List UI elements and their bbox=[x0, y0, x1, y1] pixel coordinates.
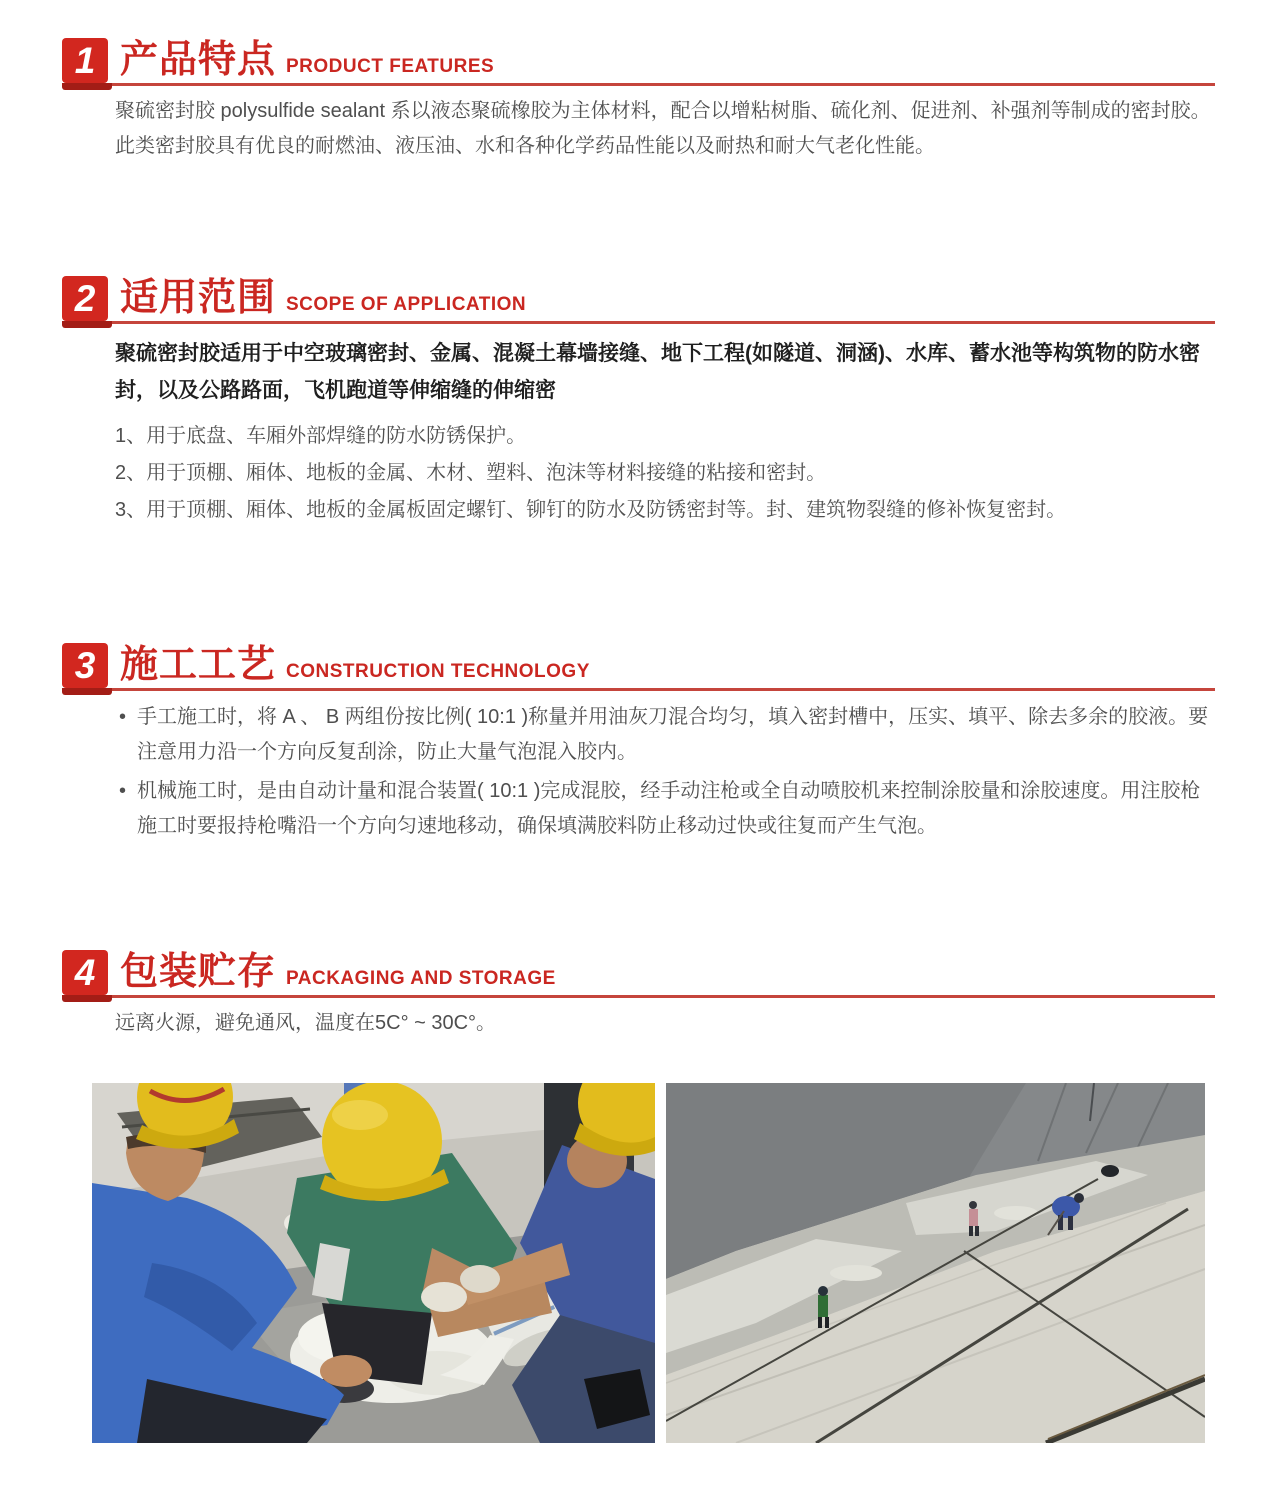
section-construction-technology bbox=[62, 643, 1215, 848]
section-1-number-badge bbox=[62, 38, 108, 83]
section-4-title-en: PACKAGING AND STORAGE bbox=[286, 968, 556, 989]
scope-lead-paragraph: 聚硫密封胶适用于中空玻璃密封、金属、混凝土幕墙接缝、地下工程(如隧道、洞涵)、水库、蓄水池等构筑物的防水密封，以及公路路面，飞机跑道等伸缩缝的伸缩密 bbox=[115, 342, 1200, 402]
section-1-title-zh: 产品特点 bbox=[120, 39, 277, 81]
section-1-body bbox=[62, 94, 1215, 164]
section-2-number: 2 bbox=[74, 277, 96, 319]
section-4-number-badge bbox=[62, 950, 108, 995]
section-3-header bbox=[62, 643, 1215, 691]
section-1-title-en: PRODUCT FEATURES bbox=[286, 56, 495, 77]
section-scope-of-application bbox=[62, 276, 1215, 530]
section-3-body bbox=[62, 700, 1215, 844]
application-list-item: 2、用于顶棚、厢体、地板的金属、木材、塑料、泡沫等材料接缝的粘接和密封。 bbox=[115, 462, 827, 484]
application-list bbox=[115, 419, 1213, 527]
section-3-title-zh: 施工工艺 bbox=[120, 644, 277, 686]
construction-steps-list bbox=[115, 700, 1213, 844]
application-list-item: 1、用于底盘、车厢外部焊缝的防水防锈保护。 bbox=[115, 425, 527, 447]
dam-slope-photo-illustration bbox=[666, 1083, 1205, 1443]
storage-paragraph: 远离火源，避免通风，温度在5C° ~ 30C°。 bbox=[115, 1012, 497, 1034]
section-4-title-zh: 包装贮存 bbox=[120, 951, 277, 993]
section-1-header bbox=[62, 38, 1215, 86]
product-features-paragraph: 聚硫密封胶 polysulfide sealant 系以液态聚硫橡胶为主体材料，配合以增粘树脂、硫化剂、促进剂、补强剂等制成的密封胶。此类密封胶具有优良的耐燃油、液压油、水和各种化学药品性能以及耐热和耐大气老化性能。 bbox=[115, 100, 1211, 157]
section-3-title-en: CONSTRUCTION TECHNOLOGY bbox=[286, 661, 590, 682]
section-3-number-badge bbox=[62, 643, 108, 688]
construction-photo-workers bbox=[92, 1083, 655, 1443]
section-2-body bbox=[62, 335, 1215, 527]
section-2-title-zh: 适用范围 bbox=[120, 277, 277, 319]
workers-photo-illustration bbox=[92, 1083, 655, 1443]
section-1-number: 1 bbox=[74, 39, 96, 81]
section-3-number: 3 bbox=[74, 644, 96, 686]
section-2-header bbox=[62, 276, 1215, 324]
section-4-header bbox=[62, 950, 1215, 998]
section-product-features bbox=[62, 38, 1215, 164]
section-4-body bbox=[62, 1006, 1215, 1041]
construction-step-item: • 机械施工时，是由自动计量和混合装置( 10:1 )完成混胶，经手动注枪或全自动喷胶机来控制涂胶量和涂胶速度。用注胶枪施工时要报持枪嘴沿一个方向匀速地移动，确保填满胶料防止移动过快或往复而产生气泡。 bbox=[137, 774, 1213, 844]
construction-step-item: • 手工施工时，将 A 、 B 两组份按比例( 10:1 )称量并用油灰刀混合均匀，填入密封槽中，压实、填平、除去多余的胶液。要注意用力沿一个方向反复刮涂，防止大量气泡混入胶内。 bbox=[137, 700, 1213, 770]
section-4-number: 4 bbox=[74, 951, 96, 993]
section-2-title-en: SCOPE OF APPLICATION bbox=[286, 294, 527, 315]
application-list-item: 3、用于顶棚、厢体、地板的金属板固定螺钉、铆钉的防水及防锈密封等。封、建筑物裂缝的修补恢复密封。 bbox=[115, 499, 1067, 521]
section-2-number-badge bbox=[62, 276, 108, 321]
construction-photo-dam-slope bbox=[666, 1083, 1205, 1443]
section-packaging-storage bbox=[62, 950, 1215, 1041]
